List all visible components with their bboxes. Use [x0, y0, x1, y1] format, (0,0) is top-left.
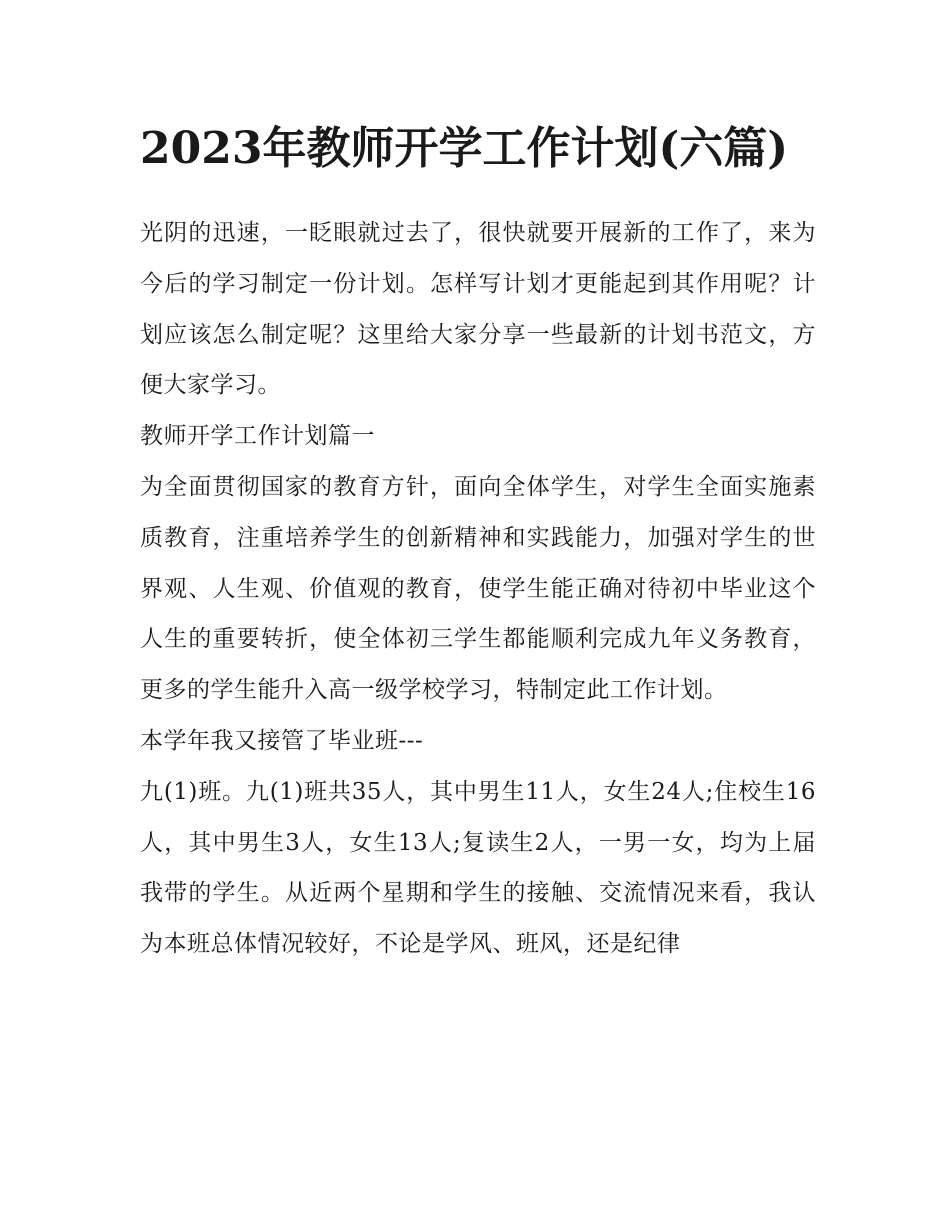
body-paragraph-1: 为全面贯彻国家的教育方针，面向全体学生，对学生全面实施素质教育，注重培养学生的创新精神和实践能力，加强对学生的世界观、人生观、价值观的教育，使学生能正确对待初中毕业这个人生的重要转折，使全体初三学生都能顺利完成九年义务教育，更多的学生能升入高一级学校学习，特制定此工作计划。 [140, 473, 816, 704]
intro-paragraph: 光阴的迅速，一眨眼就过去了，很快就要开展新的工作了，来为今后的学习制定一份计划。怎样写计划才更能起到其作用呢？计划应该怎么制定呢？这里给大家分享一些最新的计划书范文，方便大家学习。 [140, 220, 816, 399]
document-page [140, 112, 816, 970]
section-heading: 教师开学工作计划篇一 [140, 423, 375, 450]
body-paragraph-2: 本学年我又接管了毕业班--- [140, 727, 424, 754]
document-title: 2023年教师开学工作计划(六篇) [140, 123, 789, 174]
body-paragraph-3: 九(1)班。九(1)班共35人，其中男生11人，女生24人;住校生16人，其中男生3人，女生13人;复读生2人，一男一女，均为上届我带的学生。从近两个星期和学生的接触、交流情况来看，我认为本班总体情况较好，不论是学风、班风，还是纪律 [140, 778, 816, 958]
